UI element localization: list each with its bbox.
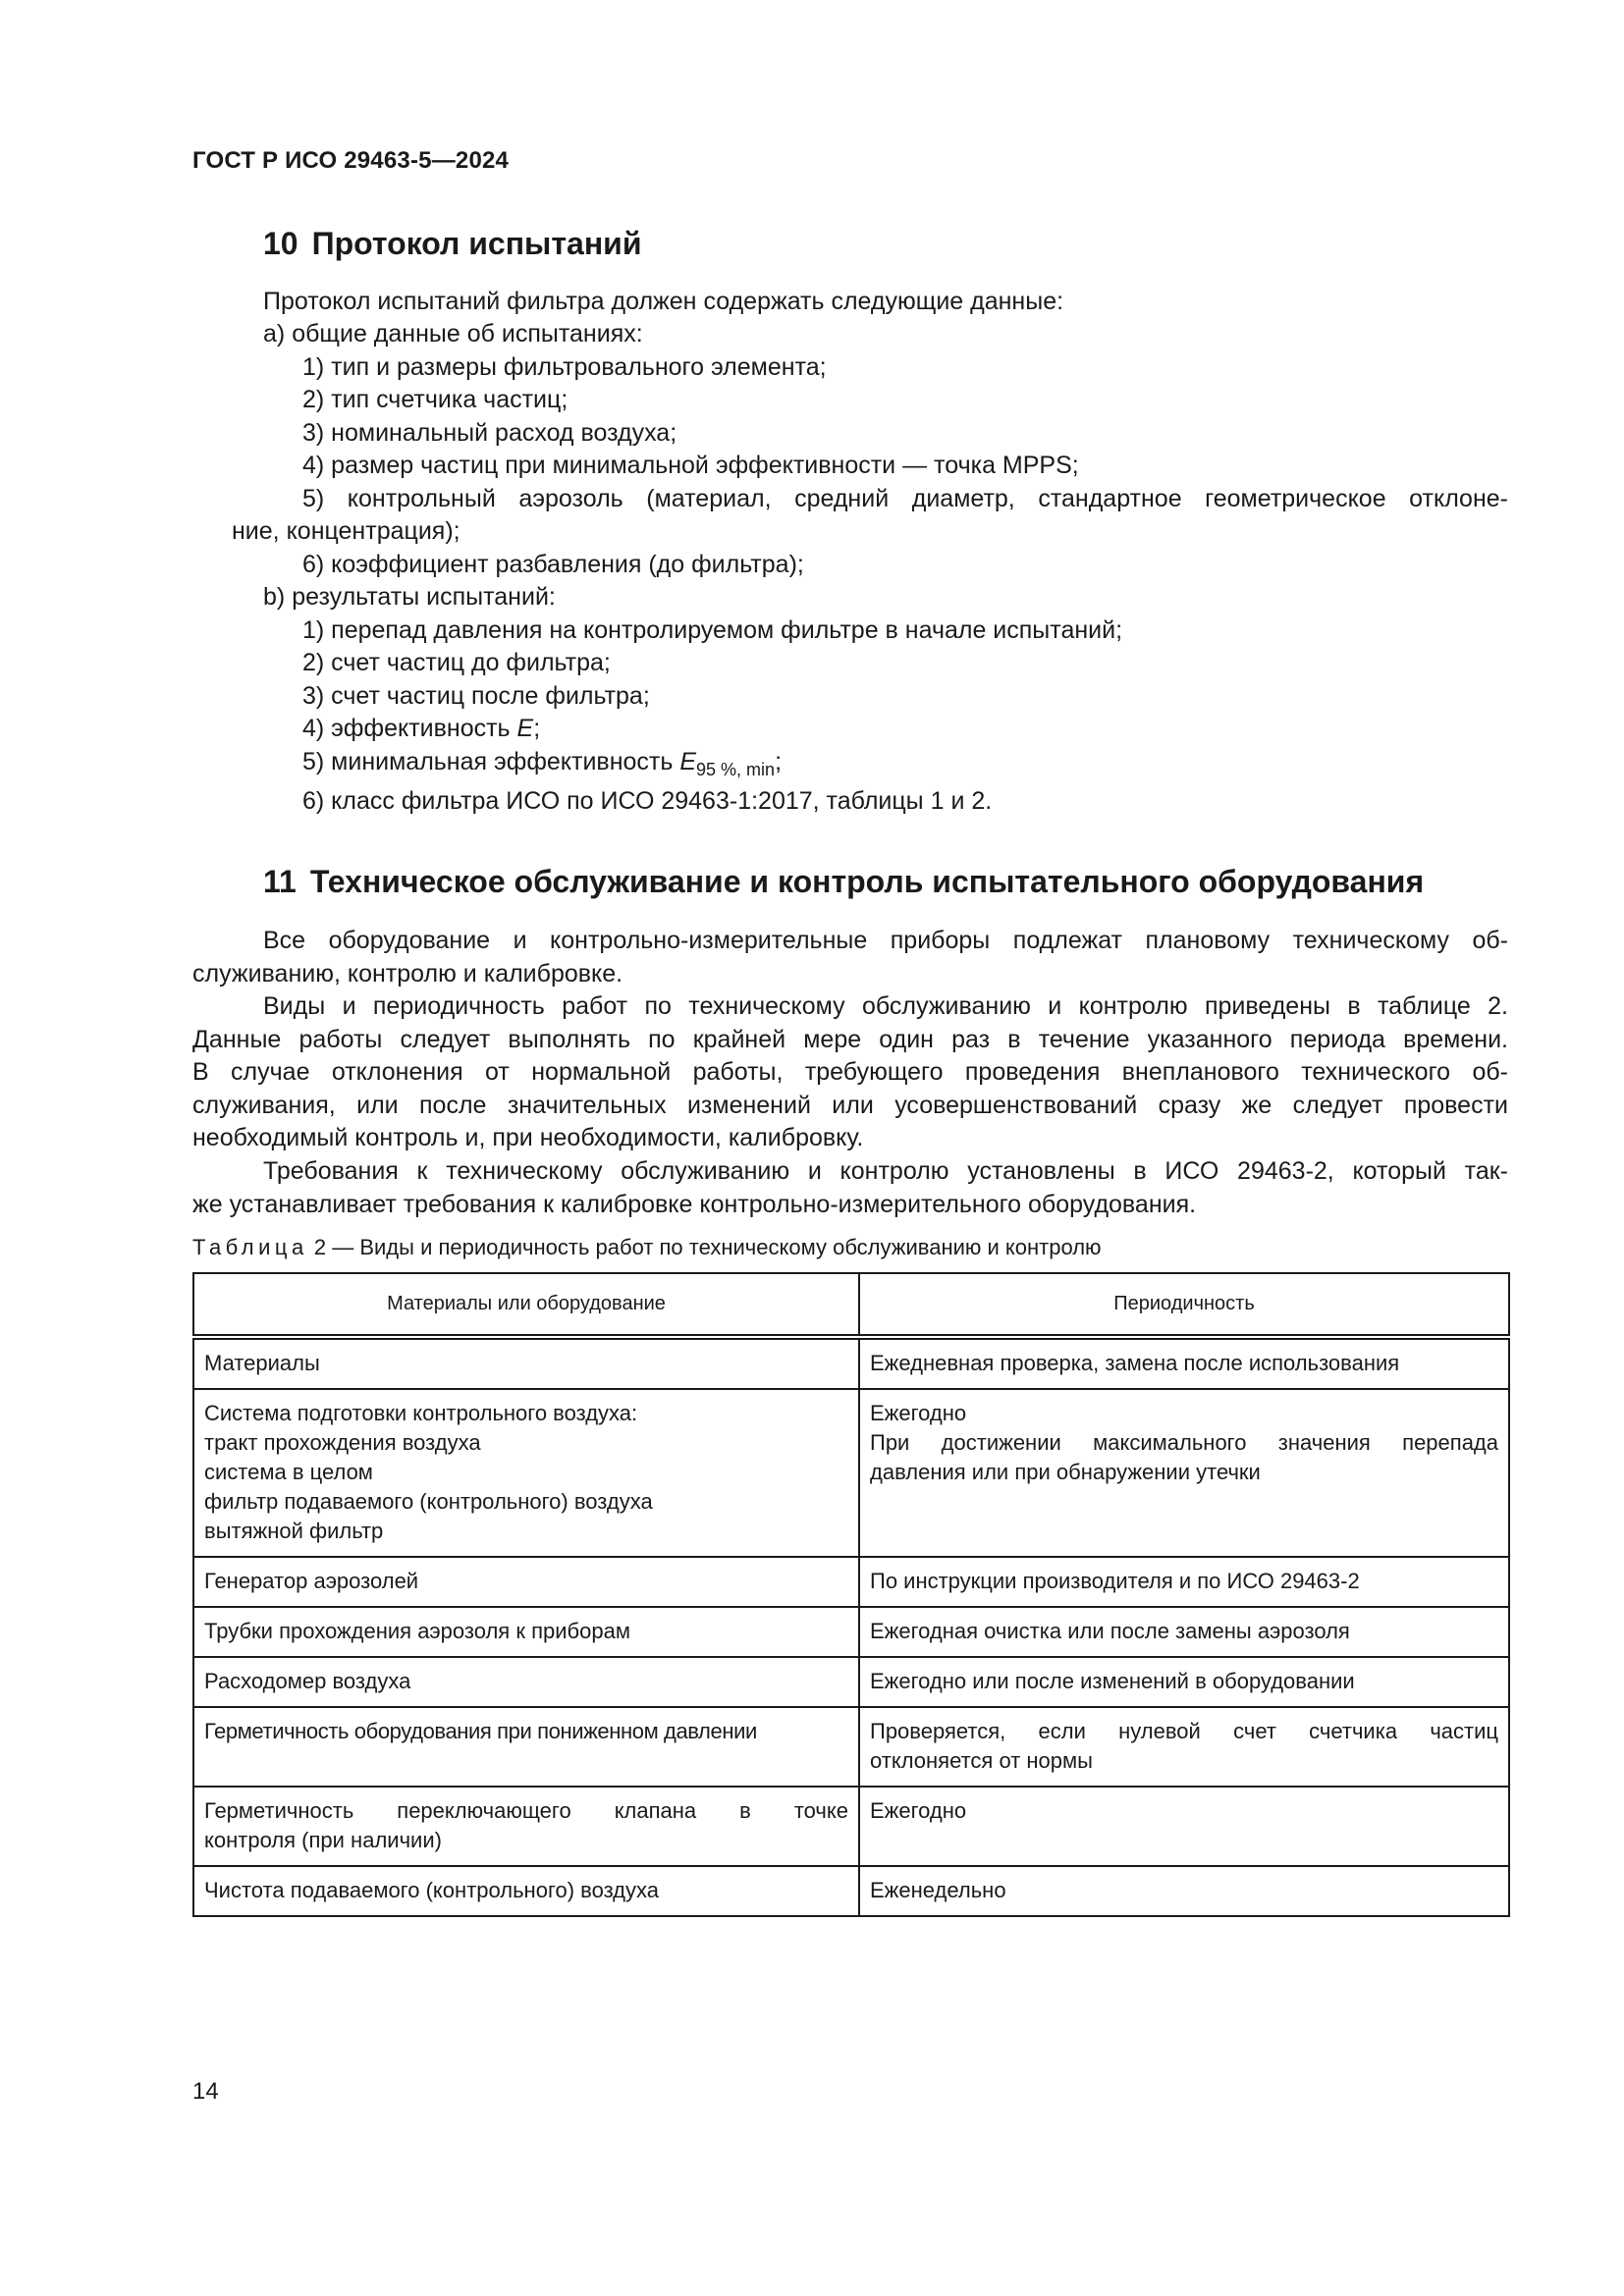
section-10-heading bbox=[263, 226, 642, 262]
section-10-title: Протокол испытаний bbox=[311, 226, 642, 261]
table-caption-label: Таблица bbox=[192, 1235, 308, 1259]
list-label-b: b) bbox=[263, 583, 286, 611]
table-row bbox=[193, 1657, 1509, 1707]
list-item-a5 bbox=[302, 483, 1508, 516]
list-item-b4 bbox=[302, 713, 540, 745]
periodicity-cell bbox=[859, 1389, 1509, 1557]
list-item-b1: 1) перепад давления на контролируемом фильтре в начале испытаний; bbox=[302, 616, 1123, 644]
list-item-b6: 6) класс фильтра ИСО по ИСО 29463-1:2017, таблицы 1 и 2. bbox=[302, 787, 993, 815]
paragraph-line: же устанавливает требования к калибровке контрольно-измерительного оборудования. bbox=[192, 1190, 1197, 1218]
efficiency-symbol: E bbox=[516, 715, 534, 742]
document-code: ГОСТ Р ИСО 29463-5—2024 bbox=[192, 147, 510, 174]
cell-line: Расходомер воздуха bbox=[204, 1669, 411, 1693]
cell-line: Ежегодно или после изменений в оборудовании bbox=[870, 1669, 1355, 1693]
list-item-b5-end: ; bbox=[775, 748, 783, 775]
cell-line: Материалы bbox=[204, 1351, 320, 1375]
cell-line: отклоняется от нормы bbox=[870, 1748, 1093, 1773]
periodicity-cell bbox=[859, 1866, 1509, 1916]
list-item-b5 bbox=[302, 746, 782, 786]
section-11-number: 11 bbox=[263, 864, 297, 899]
list-text-b: результаты испытаний: bbox=[292, 583, 556, 611]
paragraph-line: Все оборудование и контрольно-измерительные приборы подлежат плановому техническому об- bbox=[263, 927, 1508, 954]
table-caption-text: 2 — Виды и периодичность работ по техническому обслуживанию и контролю bbox=[307, 1235, 1102, 1259]
cell-line: система в целом bbox=[204, 1460, 373, 1484]
cell-line: Проверяется, если нулевой счет счетчика частиц bbox=[870, 1719, 1498, 1743]
column-header-periodicity: Периодичность bbox=[859, 1273, 1509, 1337]
paragraph-line: В случае отклонения от нормальной работы, требующего проведения внепланового технического об- bbox=[192, 1058, 1508, 1086]
list-item-a bbox=[263, 318, 643, 350]
periodicity-cell bbox=[859, 1607, 1509, 1657]
equipment-cell bbox=[193, 1866, 859, 1916]
section-11-paragraph-2 bbox=[192, 990, 1508, 1155]
paragraph-line: служивания, или после значительных изменений или усовершенствований сразу же следует провести bbox=[192, 1091, 1508, 1119]
equipment-cell bbox=[193, 1657, 859, 1707]
cell-line: Ежегодно bbox=[870, 1798, 967, 1823]
paragraph-line: служиванию, контролю и калибровке. bbox=[192, 959, 623, 988]
table-caption bbox=[192, 1235, 1102, 1260]
section-11-title: Техническое обслуживание и контроль испытательного оборудования bbox=[309, 864, 1425, 899]
min-efficiency-symbol: E bbox=[679, 748, 697, 775]
list-item-b bbox=[263, 581, 556, 614]
equipment-cell bbox=[193, 1787, 859, 1866]
list-item-a5-line1: 5) контрольный аэрозоль (материал, средний диаметр, стандартное геометрическое отклоне- bbox=[302, 485, 1508, 512]
cell-line: По инструкции производителя и по ИСО 29463-2 bbox=[870, 1569, 1360, 1593]
periodicity-cell bbox=[859, 1557, 1509, 1607]
list-item-b2: 2) счет частиц до фильтра; bbox=[302, 649, 611, 676]
maintenance-table bbox=[192, 1272, 1510, 1917]
equipment-cell bbox=[193, 1337, 859, 1389]
list-item-a2: 2) тип счетчика частиц; bbox=[302, 386, 568, 413]
equipment-cell bbox=[193, 1607, 859, 1657]
equipment-cell bbox=[193, 1557, 859, 1607]
cell-line: давления или при обнаружении утечки bbox=[870, 1460, 1261, 1484]
section-11-paragraph-1 bbox=[192, 925, 1508, 990]
column-header-equipment: Материалы или оборудование bbox=[193, 1273, 859, 1337]
list-label-a: а) bbox=[263, 320, 286, 347]
table-row bbox=[193, 1607, 1509, 1657]
section-10-number: 10 bbox=[263, 226, 298, 261]
min-efficiency-subscript: 95 %, min bbox=[696, 760, 776, 779]
list-item-b4-text: 4) эффективность bbox=[302, 715, 517, 742]
cell-line: вытяжной фильтр bbox=[204, 1519, 384, 1543]
table-row bbox=[193, 1389, 1509, 1557]
cell-line: Ежегодно bbox=[870, 1401, 967, 1425]
table-row bbox=[193, 1707, 1509, 1787]
list-item-a6: 6) коэффициент разбавления (до фильтра); bbox=[302, 551, 804, 578]
page-number: 14 bbox=[192, 2078, 219, 2105]
section-10-intro: Протокол испытаний фильтра должен содержать следующие данные: bbox=[263, 288, 1064, 315]
list-text-a: общие данные об испытаниях: bbox=[292, 320, 643, 347]
cell-line: Герметичность оборудования при пониженном давлении bbox=[204, 1719, 757, 1743]
paragraph-line: Требования к техническому обслуживанию и контролю установлены в ИСО 29463-2, который так- bbox=[263, 1157, 1508, 1185]
list-item-b3: 3) счет частиц после фильтра; bbox=[302, 682, 650, 710]
table-row bbox=[193, 1337, 1509, 1389]
cell-line: фильтр подаваемого (контрольного) воздуха bbox=[204, 1489, 653, 1514]
equipment-cell bbox=[193, 1389, 859, 1557]
periodicity-cell bbox=[859, 1657, 1509, 1707]
cell-line: Трубки прохождения аэрозоля к приборам bbox=[204, 1619, 630, 1643]
cell-line: Генератор аэрозолей bbox=[204, 1569, 419, 1593]
cell-line: тракт прохождения воздуха bbox=[204, 1430, 481, 1455]
cell-line: Герметичность переключающего клапана в точке bbox=[204, 1798, 848, 1823]
equipment-cell bbox=[193, 1707, 859, 1787]
list-item-b4-end: ; bbox=[533, 715, 541, 742]
list-item-a1: 1) тип и размеры фильтровального элемента; bbox=[302, 353, 827, 381]
periodicity-cell bbox=[859, 1337, 1509, 1389]
list-item-a5-line2: ние, концентрация); bbox=[232, 517, 460, 545]
section-11-paragraph-3 bbox=[192, 1155, 1508, 1221]
table-row bbox=[193, 1787, 1509, 1866]
periodicity-cell bbox=[859, 1787, 1509, 1866]
paragraph-line: Виды и периодичность работ по техническому обслуживанию и контролю приведены в таблице 2. bbox=[263, 992, 1508, 1020]
periodicity-cell bbox=[859, 1707, 1509, 1787]
cell-line: контроля (при наличии) bbox=[204, 1828, 442, 1852]
table-row bbox=[193, 1866, 1509, 1916]
cell-line: Ежегодная очистка или после замены аэрозоля bbox=[870, 1619, 1350, 1643]
cell-line: Чистота подаваемого (контрольного) воздуха bbox=[204, 1878, 660, 1902]
paragraph-line: Данные работы следует выполнять по крайней мере один раз в течение указанного периода времени. bbox=[192, 1025, 1508, 1053]
table-row bbox=[193, 1557, 1509, 1607]
section-11-heading bbox=[263, 864, 1424, 900]
table-header-row bbox=[193, 1273, 1509, 1337]
cell-line: При достижении максимального значения перепада bbox=[870, 1430, 1498, 1455]
cell-line: Еженедельно bbox=[870, 1878, 1006, 1902]
cell-line: Система подготовки контрольного воздуха: bbox=[204, 1401, 638, 1425]
cell-line: Ежедневная проверка, замена после использования bbox=[870, 1351, 1400, 1375]
list-item-b5-text: 5) минимальная эффективность bbox=[302, 748, 680, 775]
list-item-a4: 4) размер частиц при минимальной эффективности — точка MPPS; bbox=[302, 452, 1079, 479]
list-item-a3: 3) номинальный расход воздуха; bbox=[302, 419, 677, 447]
paragraph-line: необходимый контроль и, при необходимости, калибровку. bbox=[192, 1124, 864, 1151]
